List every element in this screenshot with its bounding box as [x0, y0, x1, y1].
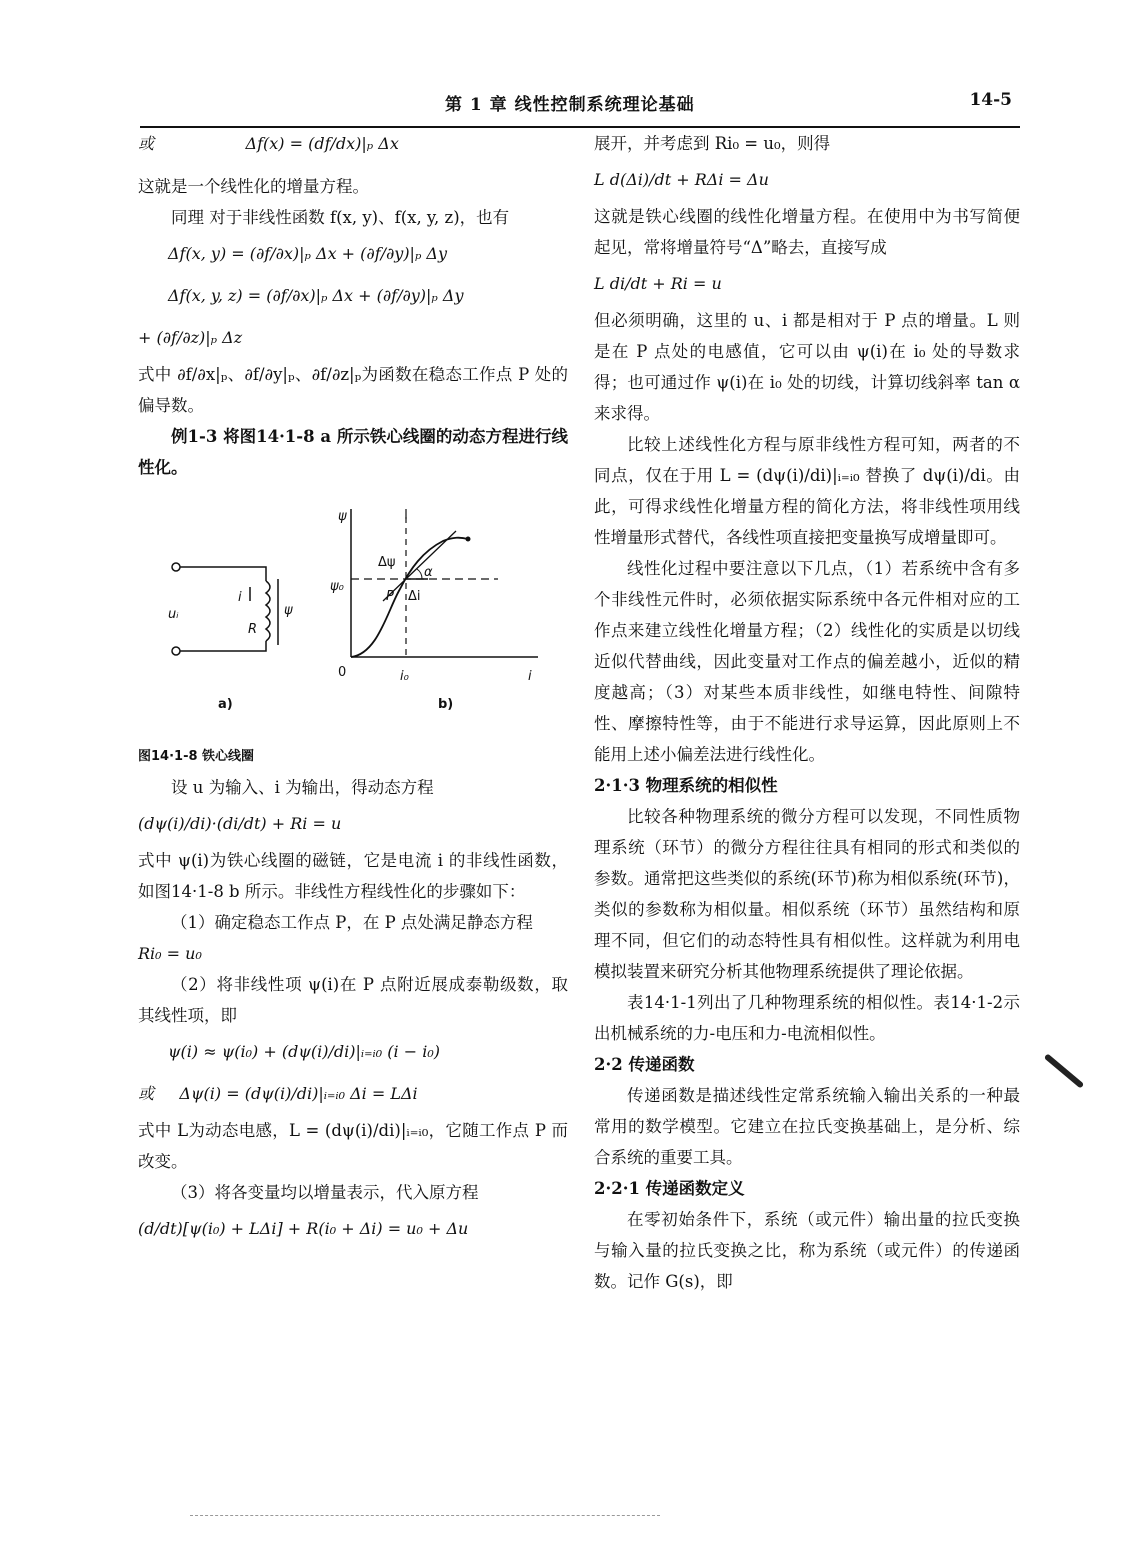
section-heading-2-2: 2·2 传递函数 [594, 1055, 695, 1074]
equation-static: Ri₀ = u₀ [138, 944, 202, 963]
label-R: R [248, 622, 258, 637]
paragraph: 线性化过程中要注意以下几点，（1）若系统中含有多个非线性元件时，必须依据实际系统中各元件相对应的工作点来建立线性化增量方程；（2）线性化的实质是以切线近似代替曲线，因此变量对工作点的偏差越小，近似的精度越高；（3）对某些本质非线性，如继电特性、间隙特性、摩擦特性等，由于不能进行求导运算，因此原则上不能用上述小偏差法进行线性化。 [594, 559, 1020, 764]
paragraph: （2）将非线性项 ψ(i)在 P 点附近展成泰勒级数，取其线性项，即 [138, 975, 568, 1025]
label-delta-i: Δi [408, 589, 421, 604]
figure-iron-core-coil [138, 489, 568, 739]
label-psi0: ψ₀ [330, 579, 344, 594]
paragraph: 式中 ∂f/∂x|ₚ、∂f/∂y|ₚ、∂f/∂z|ₚ为函数在稳态工作点 P 处的偏导数。 [138, 365, 568, 415]
paragraph: 表14·1-1列出了几种物理系统的相似性。表14·1-2示出机械系统的力-电压和力-电流相似性。 [594, 993, 1020, 1043]
paragraph: 式中 L为动态电感，L = (dψ(i)/di)|ᵢ₌ᵢ₀，它随工作点 P 而改变。 [138, 1121, 568, 1171]
paragraph: 展开，并考虑到 Ri₀ = u₀，则得 [594, 134, 831, 153]
label-u: uᵢ [168, 607, 179, 622]
paragraph: 比较上述线性化方程与原非线性方程可知，两者的不同点，仅在于用 L = (dψ(i)/di)|ᵢ₌ᵢ₀ 替换了 dψ(i)/di。由此，可得求线性化增量方程的简化方法，将非线性项用线性增量形式替代，各线性项直接把变量换写成增量即可。 [594, 435, 1020, 547]
paragraph: 式中 ψ(i)为铁心线圈的磁链，它是电流 i 的非线性函数，如图14·1-8 b 所示。非线性方程线性化的步骤如下： [138, 851, 568, 901]
figure-drawing [138, 489, 568, 709]
paragraph: 传递函数是描述线性定常系统输入输出关系的一种最常用的数学模型。它建立在拉氏变换基础上，是分析、综合系统的重要工具。 [594, 1086, 1020, 1167]
paragraph: 这就是一个线性化的增量方程。 [138, 177, 369, 196]
paragraph: 同理 对于非线性函数 f(x, y)、f(x, y, z)，也有 [171, 208, 510, 227]
section-heading-2-1-3: 2·1·3 物理系统的相似性 [594, 776, 778, 795]
equation-linearized: L d(Δi)/dt + RΔi = Δu [594, 170, 769, 189]
figure-caption: 图14·1-8 铁心线圈 [138, 749, 255, 764]
equation-fxy: Δf(x, y) = (∂f/∂x)|ₚ Δx + (∂f/∂y)|ₚ Δy [168, 244, 448, 263]
paragraph: 设 u 为输入、i 为输出，得动态方程 [171, 778, 434, 797]
equation-fxyz: Δf(x, y, z) = (∂f/∂x)|ₚ Δx + (∂f/∂y)|ₚ Δy [168, 286, 464, 305]
paragraph: （1）确定稳态工作点 P，在 P 点处满足静态方程 [171, 913, 533, 932]
paragraph: 比较各种物理系统的微分方程可以发现，不同性质物理系统（环节）的微分方程往往具有相同的形式和类似的参数。通常把这些类似的系统(环节)称为相似系统(环节)，类似的参数称为相似量。相似系统（环节）虽然结构和原理不同，但它们的动态特性具有相似性。这样就为利用电模拟装置来研究分析其他物理系统提供了理论依据。 [594, 807, 1020, 981]
label-b: b) [438, 697, 454, 712]
scan-line [190, 1515, 660, 1516]
equation-delta-psi: 或 Δψ(i) = (dψ(i)/di)|ᵢ₌ᵢ₀ Δi = LΔi [138, 1084, 418, 1103]
paragraph: 在零初始条件下，系统（或元件）输出量的拉氏变换与输入量的拉氏变换之比，称为系统（或元件）的传递函数。记作 G(s)，即 [594, 1210, 1020, 1291]
equation-substituted: (d/dt)[ψ(i₀) + LΔi] + R(i₀ + Δi) = u₀ + Δu [138, 1219, 469, 1238]
paragraph: 但必须明确，这里的 u、i 都是相对于 P 点的增量。L 则是在 P 点处的电感值，它可以由 ψ(i)在 i₀ 处的导数求得；也可通过作 ψ(i)在 i₀ 处的切线，计算切线斜率 tan α 来求得。 [594, 311, 1020, 423]
label-alpha: α [424, 565, 433, 580]
equation-delta-fx: 或 Δf(x) = (df/dx)|ₚ Δx [138, 134, 399, 153]
label-i0: i₀ [400, 669, 409, 684]
equation-dynamic: (dψ(i)/di)·(di/dt) + Ri = u [138, 814, 342, 833]
paragraph: 这就是铁心线圈的线性化增量方程。在使用中为书写简便起见，常将增量符号“Δ”略去，直接写成 [594, 207, 1020, 257]
label-delta-psi: Δψ [378, 555, 396, 570]
chapter-title: 第 1 章 线性控制系统理论基础 [445, 95, 695, 115]
equation-taylor: ψ(i) ≈ ψ(i₀) + (dψ(i)/di)|ᵢ₌ᵢ₀ (i − i₀) [168, 1042, 440, 1061]
label-origin: 0 [338, 665, 347, 680]
label-i: i [238, 590, 242, 605]
label-a: a) [218, 697, 233, 712]
label-psi-coil: ψ [284, 603, 293, 618]
paragraph: （3）将各变量均以增量表示，代入原方程 [171, 1183, 479, 1202]
right-column [594, 128, 1020, 1297]
label-P: P [386, 589, 394, 604]
paragraph-example: 例1-3 将图14·1-8 a 所示铁心线圈的动态方程进行线性化。 [138, 427, 568, 477]
section-heading-2-2-1: 2·2·1 传递函数定义 [594, 1179, 745, 1198]
page-header [140, 86, 1020, 128]
label-psi-axis: ψ [338, 509, 347, 524]
left-column [138, 128, 568, 1250]
label-i-axis: i [528, 669, 532, 684]
scan-mark [1044, 1053, 1085, 1088]
equation-fxyz-continued: + (∂f/∂z)|ₚ Δz [138, 328, 243, 347]
page-number: 14-5 [969, 90, 1012, 110]
equation-simplified: L di/dt + Ri = u [594, 274, 722, 293]
